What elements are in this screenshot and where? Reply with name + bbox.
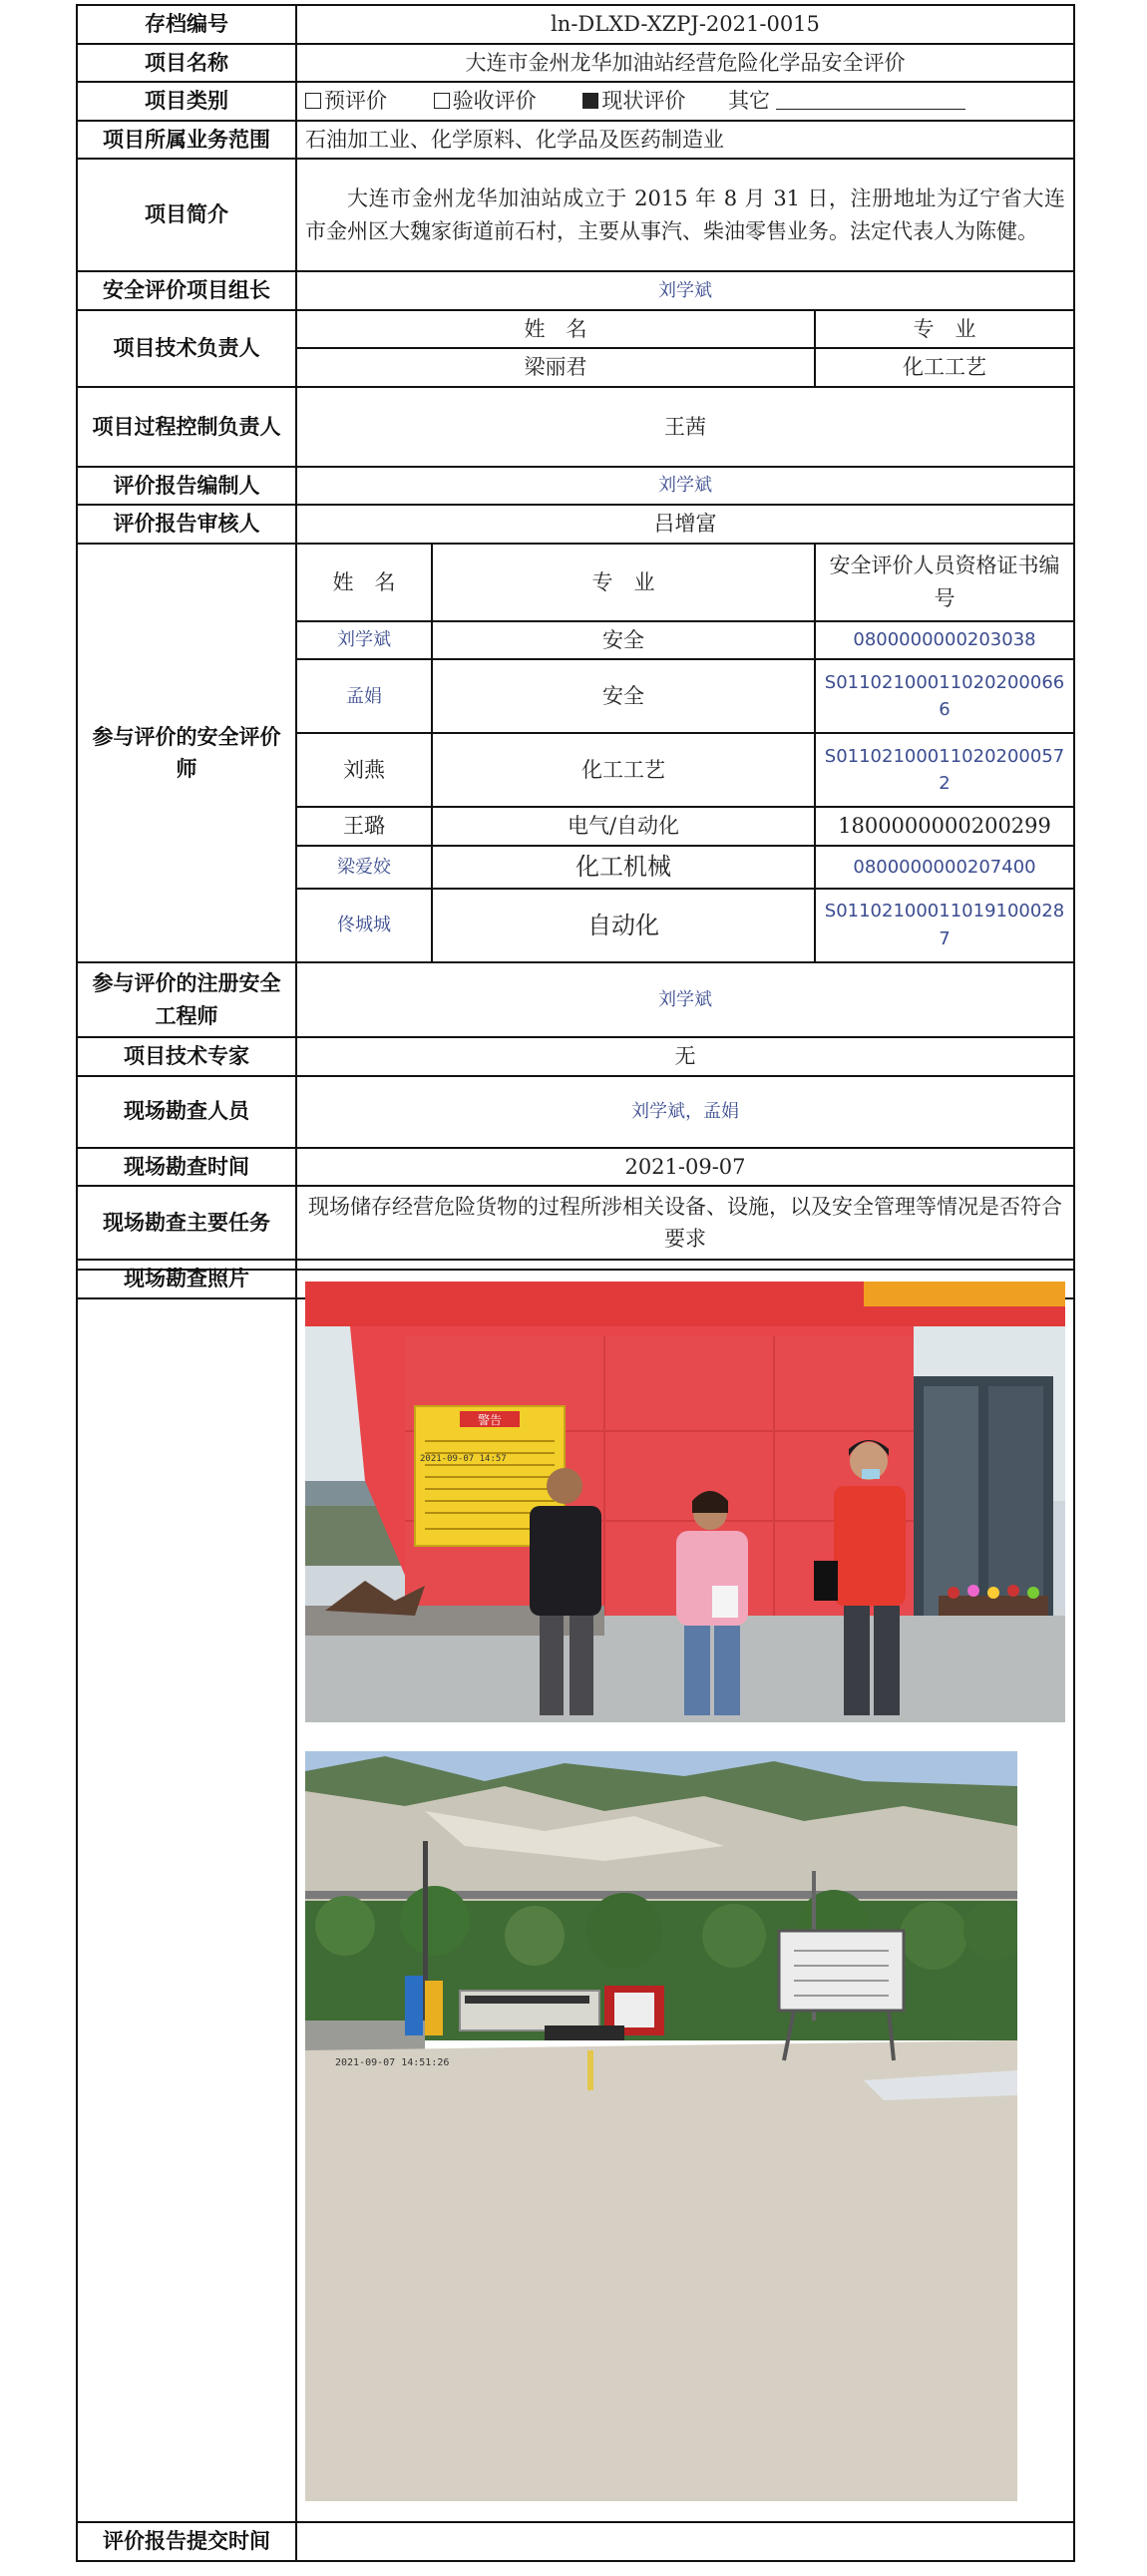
process-ctrl-value: 王茜 <box>296 387 1074 467</box>
option-current-eval: 现状评价 <box>582 89 685 113</box>
other-blank-line <box>776 91 965 110</box>
tech-lead-name-header: 姓 名 <box>296 310 815 349</box>
site-task-label: 现场勘查主要任务 <box>77 1186 296 1260</box>
safety-engineer-value: 刘学斌 <box>296 962 1074 1037</box>
evaluator-cert: S011021000110202000666 <box>815 659 1074 733</box>
option-acceptance-eval: 验收评价 <box>434 89 537 113</box>
tech-lead-major: 化工工艺 <box>815 348 1074 387</box>
process-ctrl-label: 项目过程控制负责人 <box>77 387 296 467</box>
evaluator-cert: S011021000110202000572 <box>815 733 1074 807</box>
tech-lead-label: 项目技术负责人 <box>77 310 296 387</box>
reviewer-label: 评价报告审核人 <box>77 505 296 544</box>
checkbox-empty-icon <box>434 93 450 109</box>
submit-time-label: 评价报告提交时间 <box>77 2522 296 2561</box>
scope-label: 项目所属业务范围 <box>77 121 296 160</box>
evaluation-info-table <box>76 4 1075 1299</box>
project-name-value: 大连市金州龙华加油站经营危险化学品安全评价 <box>296 44 1074 83</box>
leader-value: 刘学斌 <box>296 271 1074 310</box>
site-time-value: 2021-09-07 <box>296 1148 1074 1187</box>
photo-left-cell <box>77 1270 296 2522</box>
evaluator-name: 梁爱姣 <box>296 846 432 889</box>
warning-sign-title: 警告 <box>477 1413 503 1427</box>
evaluator-name: 刘学斌 <box>296 621 432 660</box>
evaluators-header-name: 姓 名 <box>296 544 432 621</box>
evaluator-major: 安全 <box>432 659 815 733</box>
site-staff-label: 现场勘查人员 <box>77 1076 296 1148</box>
evaluator-name: 王璐 <box>296 807 432 846</box>
author-value: 刘学斌 <box>296 467 1074 506</box>
option-pre-eval: 预评价 <box>305 89 387 113</box>
leader-label: 安全评价项目组长 <box>77 271 296 310</box>
site-photo-dispensers <box>305 1751 1017 2501</box>
site-task-value: 现场储存经营危险货物的过程所涉相关设备、设施，以及安全管理等情况是否符合要求 <box>296 1186 1074 1260</box>
category-options <box>296 82 1074 121</box>
intro-value: 大连市金州龙华加油站成立于 2015 年 8 月 31 日，注册地址为辽宁省大连市金州区大魏家街道前石村，主要从事汽、柴油零售业务。法定代表人为陈健。 <box>296 159 1074 271</box>
evaluator-major: 化工机械 <box>432 846 815 889</box>
archive-label: 存档编号 <box>77 5 296 44</box>
safety-engineer-label: 参与评价的注册安全工程师 <box>77 962 296 1037</box>
evaluator-major: 化工工艺 <box>432 733 815 807</box>
photo2-timestamp: 2021-09-07 14:51:26 <box>335 2057 450 2068</box>
option-other: 其它 <box>728 89 965 113</box>
submit-time-value <box>296 2522 1074 2561</box>
expert-label: 项目技术专家 <box>77 1037 296 1076</box>
site-photo-storefront <box>305 1282 1065 1722</box>
evaluator-name: 孟娟 <box>296 659 432 733</box>
evaluator-cert: 0800000000203038 <box>815 621 1074 660</box>
tech-lead-name: 梁丽君 <box>296 348 815 387</box>
evaluators-header-cert: 安全评价人员资格证书编号 <box>815 544 1074 621</box>
evaluator-cert: 0800000000207400 <box>815 846 1074 889</box>
checkbox-checked-icon <box>582 93 598 109</box>
expert-value: 无 <box>296 1037 1074 1076</box>
site-staff-value: 刘学斌，孟娟 <box>296 1076 1074 1148</box>
category-label: 项目类别 <box>77 82 296 121</box>
reviewer-value: 吕增富 <box>296 505 1074 544</box>
archive-value: ln-DLXD-XZPJ-2021-0015 <box>296 5 1074 44</box>
evaluators-label: 参与评价的安全评价师 <box>77 544 296 962</box>
evaluator-major: 自动化 <box>432 889 815 962</box>
evaluator-major: 电气/自动化 <box>432 807 815 846</box>
author-label: 评价报告编制人 <box>77 467 296 506</box>
site-time-label: 现场勘查时间 <box>77 1148 296 1187</box>
photo1-timestamp: 2021-09-07 14:57 <box>420 1454 507 1464</box>
evaluator-name: 刘燕 <box>296 733 432 807</box>
evaluator-cert: S011021000110191000287 <box>815 889 1074 962</box>
intro-label: 项目简介 <box>77 159 296 271</box>
evaluator-name: 佟城城 <box>296 889 432 962</box>
site-photo-label: 现场勘查照片 <box>77 1260 296 1298</box>
storefront-photo-image <box>305 1282 1065 1722</box>
evaluator-major: 安全 <box>432 621 815 660</box>
scope-value: 石油加工业、化学原料、化学品及医药制造业 <box>296 121 1074 160</box>
tech-lead-major-header: 专 业 <box>815 310 1074 349</box>
project-name-label: 项目名称 <box>77 44 296 83</box>
evaluator-cert: 1800000000200299 <box>815 807 1074 846</box>
checkbox-empty-icon <box>305 93 321 109</box>
dispenser-photo-image <box>305 1751 1017 2501</box>
evaluators-header-major: 专 业 <box>432 544 815 621</box>
